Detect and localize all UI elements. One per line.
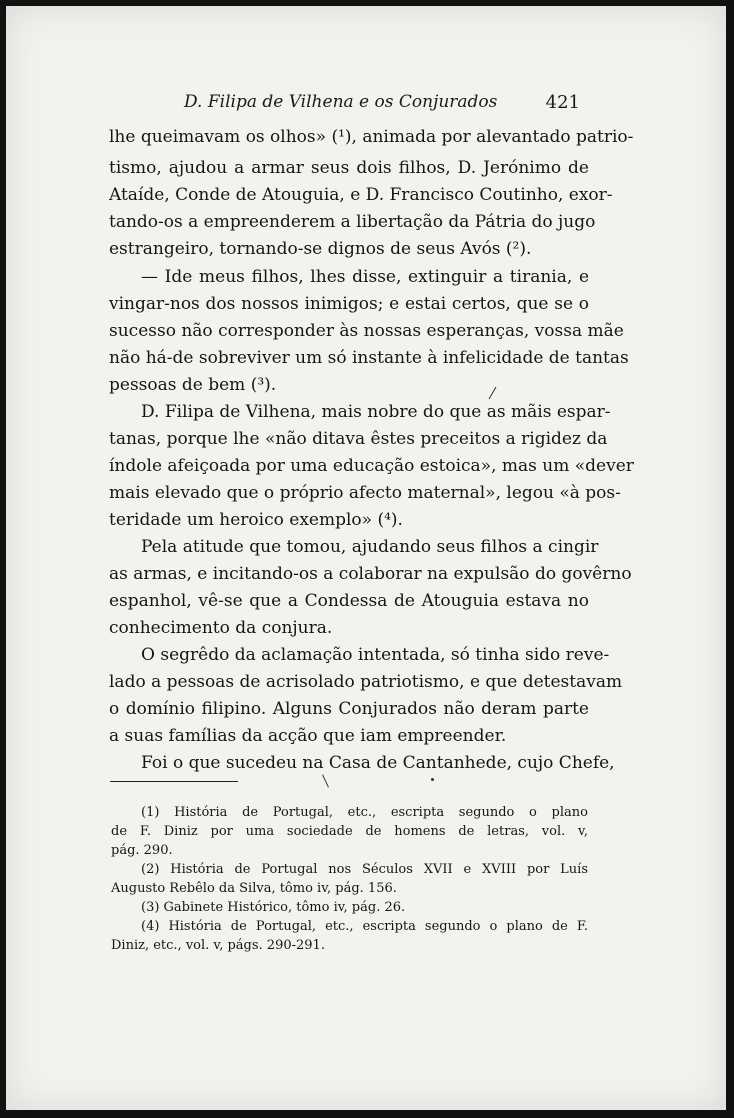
- footnote-line: Diniz, etc., vol. v, págs. 290-291.: [111, 938, 325, 953]
- text-line: D. Filipa de Vilhena, mais nobre do que as mãis espar-: [141, 402, 611, 422]
- text-line: — Ide meus filhos, lhes disse, extinguir a tirania, e: [141, 267, 589, 287]
- text-line: lhe queimavam os olhos» (¹), animada por alevantado patrio-: [109, 127, 634, 147]
- footnote-line: pág. 290.: [111, 843, 173, 858]
- text-line: a suas famílias da acção que iam empreender.: [109, 726, 507, 746]
- running-title: D. Filipa de Vilhena e os Conjurados: [184, 92, 498, 112]
- text-line: O segrêdo da aclamação intentada, só tinha sido reve-: [141, 645, 610, 665]
- text-line: o domínio filipino. Alguns Conjurados não deram parte: [109, 699, 589, 719]
- text-line: estrangeiro, tornando-se dignos de seus Avós (²).: [109, 239, 532, 259]
- footnote-separator: [110, 781, 238, 782]
- text-line: tando-os a empreenderem a libertação da Pátria do jugo: [109, 212, 596, 232]
- text-line: teridade um heroico exemplo» (⁴).: [109, 510, 403, 530]
- footnote-line: Augusto Rebêlo da Silva, tômo iv, pág. 156.: [111, 881, 397, 896]
- book-page: [6, 6, 726, 1110]
- text-line: pessoas de bem (³).: [109, 375, 277, 395]
- footnote-line: (2) História de Portugal nos Séculos XVII e XVIII por Luís: [141, 862, 588, 877]
- footnote-line: de F. Diniz por uma sociedade de homens de letras, vol. v,: [111, 824, 588, 839]
- footnote-line: (4) História de Portugal, etc., escripta segundo o plano de F.: [141, 919, 588, 934]
- text-line: índole afeiçoada por uma educação estoica», mas um «dever: [109, 456, 634, 476]
- text-line: lado a pessoas de acrisolado patriotismo, e que detestavam: [109, 672, 623, 692]
- footnote-line: (3) Gabinete Histórico, tômo iv, pág. 26.: [141, 900, 406, 915]
- text-line: espanhol, vê-se que a Condessa de Atouguia estava no: [109, 591, 589, 611]
- text-line: as armas, e incitando-os a colaborar na expulsão do govêrno: [109, 564, 632, 584]
- page-number: 421: [545, 92, 580, 113]
- text-line: vingar-nos dos nossos inimigos; e estai certos, que se o: [109, 294, 589, 314]
- ink-speck: [431, 778, 434, 781]
- text-line: tanas, porque lhe «não ditava êstes preceitos a rigidez da: [109, 429, 608, 449]
- text-line: não há-de sobreviver um só instante à infelicidade de tantas: [109, 348, 629, 368]
- text-line: tismo, ajudou a armar seus dois filhos, D. Jerónimo de: [109, 158, 589, 178]
- text-line: conhecimento da conjura.: [109, 618, 333, 638]
- text-line: mais elevado que o próprio afecto maternal», legou «à pos-: [109, 483, 621, 503]
- text-line: Pela atitude que tomou, ajudando seus filhos a cingir: [141, 537, 599, 557]
- text-line: Foi o que sucedeu na Casa de Cantanhede, cujo Chefe,: [141, 753, 615, 773]
- footnote-line: (1) História de Portugal, etc., escripta segundo o plano: [141, 805, 588, 820]
- text-line: sucesso não corresponder às nossas esperanças, vossa mãe: [109, 321, 624, 341]
- text-line: Ataíde, Conde de Atouguia, e D. Francisco Coutinho, exor-: [109, 185, 613, 205]
